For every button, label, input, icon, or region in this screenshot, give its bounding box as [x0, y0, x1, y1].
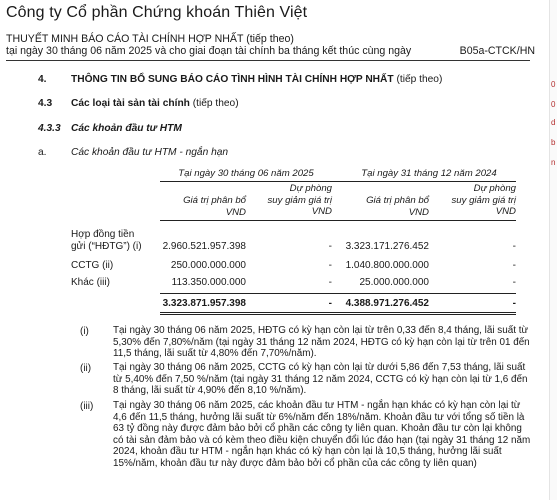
table-cell: - — [512, 277, 516, 288]
note-text: Tại ngày 30 tháng 06 năm 2025, các khoản đầu tư HTM - ngắn hạn khác có kỳ hạn còn lại từ 4,6 đến 11,5 tháng, hưởng lãi suất từ 6%/năm đến 18%/năm. Khoản đầu tư với tổng số tiền là 63 tỷ đồng này được đảm bảo bởi cổ phần các công ty liên quan. Khoản đầu tư còn lại không có tài sản đảm bảo và có kèm theo điều kiện chuyển đổi lúc đáo hạn (tại ngày 31 tháng 12 năm 2024, khoản đầu tư HTM - ngắn hạn khác có kỳ hạn còn lại là 10,5 tháng, hưởng lãi suất 15%/năm, khoản đầu tư này được đảm bảo bởi cổ phần của các công ty liên quan) — [113, 400, 531, 469]
section-4-3-number: 4.3 — [38, 98, 53, 109]
edge-mark: d — [551, 118, 556, 127]
table-cell: 3.323.171.276.452 — [345, 241, 429, 252]
section-4-3-suffix: (tiếp theo) — [192, 98, 239, 109]
total-bottom-rule-1 — [160, 312, 516, 313]
subsection-a-title: Các khoản đầu tư HTM - ngắn hạn — [71, 147, 229, 158]
col-header-2: Dự phòng suy giảm giá trị VND — [267, 183, 332, 217]
note-label: (i) — [80, 326, 89, 337]
header-rule — [6, 60, 530, 61]
section-4-title: THÔNG TIN BỔ SUNG BÁO CÁO TÌNH HÌNH TÀI CHÍNH HỢP NHẤT — [71, 74, 394, 85]
adjacent-page-edge — [549, 0, 557, 500]
edge-mark: b — [551, 138, 556, 147]
total-cell: - — [512, 298, 516, 309]
row-label-hdtg: Hợp đồng tiền gửi (“HĐTG”) (i) — [71, 229, 142, 252]
edge-mark: 0 — [551, 80, 556, 89]
form-code: B05a-CTCK/HN — [459, 45, 535, 57]
table-cell: 1.040.800.000.000 — [345, 260, 429, 271]
note-label: (iii) — [80, 401, 94, 412]
section-4-3-3-number: 4.3.3 — [38, 123, 61, 134]
section-4-heading — [71, 74, 442, 85]
col-group-2024: Tại ngày 31 tháng 12 năm 2024 — [361, 168, 497, 179]
note-text: Tại ngày 30 tháng 06 năm 2025, HĐTG có kỳ hạn còn lại từ trên 0,33 đến 8,4 tháng, lãi suất từ 5,30% đến 7,80%/năm (tại ngày 31 tháng 12 năm 2024, HĐTG có kỳ hạn còn lại từ trên 01 đến 11,5 tháng, lãi suất từ 4,80% đến 7,70%/năm). — [113, 325, 530, 360]
col-header-rule — [160, 220, 516, 221]
total-cell: 3.323.871.957.398 — [162, 298, 246, 309]
col-header-1: Giá trị phân bổ VND — [183, 195, 246, 218]
section-4-3-title: Các loại tài sản tài chính — [71, 98, 190, 109]
note-label: (ii) — [80, 363, 92, 374]
section-4-number: 4. — [38, 74, 47, 85]
col-group-2025: Tại ngày 30 tháng 06 năm 2025 — [178, 168, 314, 179]
table-cell: - — [328, 241, 332, 252]
edge-mark: n — [551, 158, 556, 167]
table-cell: 2.960.521.957.398 — [162, 241, 246, 252]
col-group-rule — [160, 181, 516, 182]
total-bottom-rule-2 — [160, 314, 516, 315]
table-cell: 250.000.000.000 — [170, 260, 246, 271]
company-name: Công ty Cổ phần Chứng khoán Thiên Việt — [6, 4, 308, 21]
table-cell: 113.350.000.000 — [171, 277, 246, 288]
section-4-suffix: (tiếp theo) — [396, 74, 443, 85]
note-text: Tại ngày 30 tháng 06 năm 2025, CCTG có kỳ hạn còn lại từ dưới 5,86 đến 7,53 tháng, lãi suất từ 5,40% đến 7,50 %/năm (tại ngày 31 tháng 12 năm 2024, CCTG có kỳ hạn còn lại từ 1,6 đến 8 tháng, lãi suất từ 4,90% đến 8,10 %/năm). — [113, 362, 528, 397]
table-cell: 25.000.000.000 — [359, 277, 429, 288]
reporting-period: tại ngày 30 tháng 06 năm 2025 và cho giai đoạn tài chính ba tháng kết thúc cùng ngày — [6, 45, 412, 57]
table-cell: - — [512, 241, 516, 252]
total-cell: - — [328, 298, 332, 309]
section-4-3-heading — [71, 98, 239, 109]
row-label-khac: Khác (iii) — [71, 277, 110, 288]
row-label-cctg: CCTG (ii) — [71, 260, 114, 271]
table-cell: - — [328, 277, 332, 288]
col-header-4: Dự phòng suy giảm giá trị VND — [451, 183, 516, 217]
col-header-3: Giá trị phân bổ VND — [366, 195, 429, 218]
section-4-3-3-title: Các khoản đầu tư HTM — [71, 123, 182, 134]
total-cell: 4.388.971.276.452 — [345, 298, 429, 309]
table-cell: - — [328, 260, 332, 271]
edge-mark: 0 — [551, 100, 556, 109]
total-top-rule — [160, 293, 516, 294]
subsection-a-number: a. — [38, 147, 47, 158]
document-title: THUYẾT MINH BÁO CÁO TÀI CHÍNH HỢP NHẤT (tiếp theo) — [6, 33, 294, 45]
table-cell: - — [512, 260, 516, 271]
